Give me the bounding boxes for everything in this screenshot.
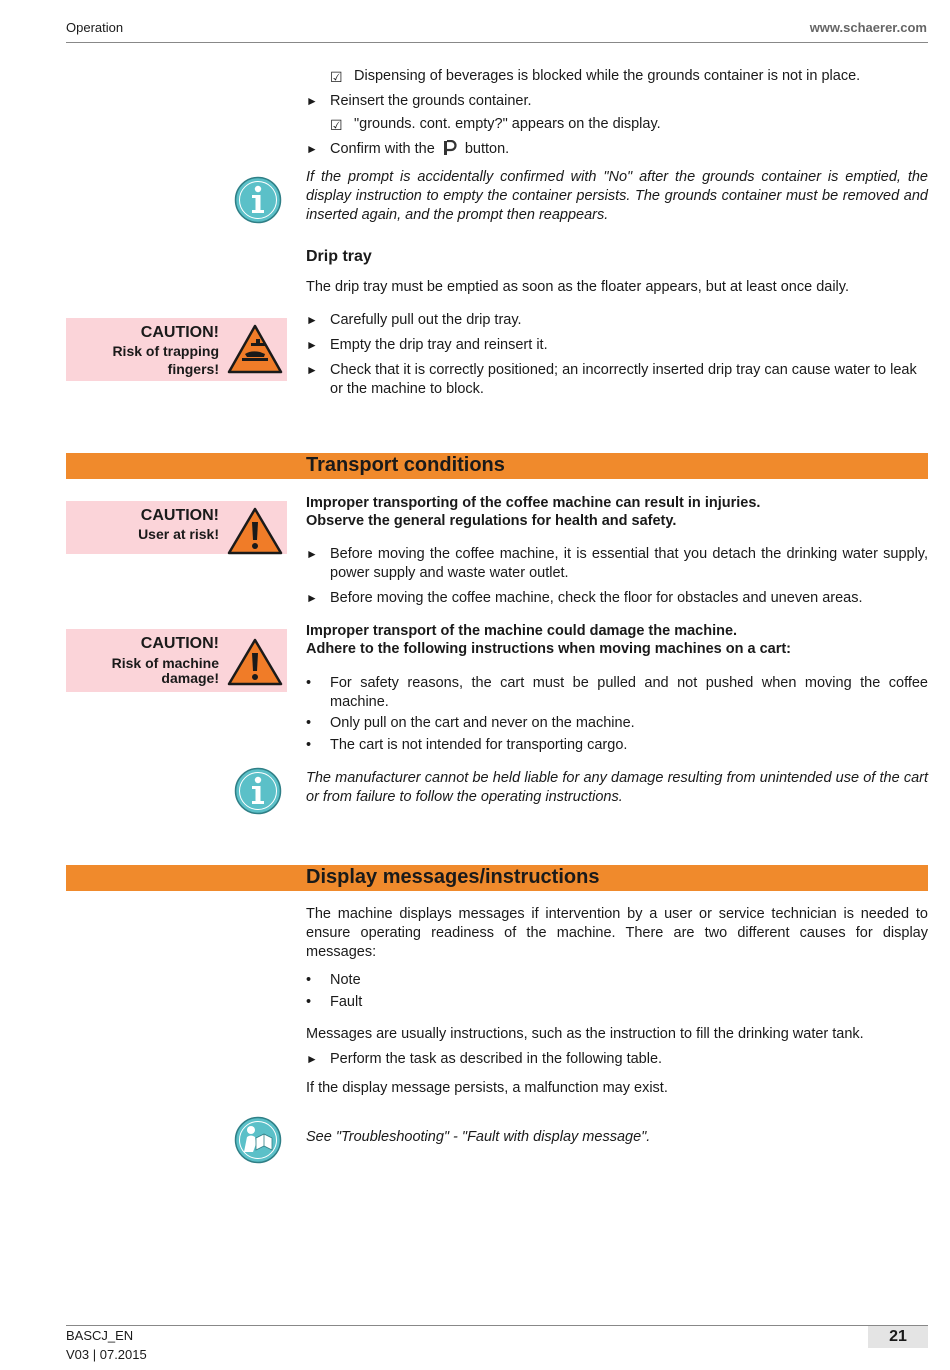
- arrow-marker-icon: ►: [306, 1052, 318, 1066]
- see-reference[interactable]: See "Troubleshooting" - "Fault with display message".: [306, 1129, 651, 1145]
- arrow-marker-icon: ►: [306, 591, 318, 605]
- drip-tray-intro: The drip tray must be emptied as soon as the floater appears, but at least once daily.: [306, 279, 849, 295]
- list-item: • The cart is not intended for transporting cargo.: [306, 737, 628, 753]
- header-section-title: Operation: [66, 20, 124, 35]
- info-note: The manufacturer cannot be held liable for any damage resulting from unintended use of the cart or from failure to follow the operating instructions.: [306, 770, 928, 805]
- bullet-marker: •: [306, 972, 312, 988]
- p-button-icon: [443, 140, 457, 156]
- step-item: ► Before moving the coffee machine, it is essential that you detach the drinking water supply, power supply and waste water outlet.: [306, 546, 928, 581]
- display-paragraph: If the display message persists, a malfunction may exist.: [306, 1080, 668, 1096]
- bullet-marker: •: [306, 994, 312, 1010]
- arrow-marker-icon: ►: [306, 338, 318, 352]
- info-note: If the prompt is accidentally confirmed with "No" after the grounds container is emptied, the display instruction to empty the container persists. The grounds container must be removed and inserted again, and the prompt then reappears.: [306, 169, 928, 223]
- list-item: • Only pull on the cart and never on the machine.: [306, 715, 635, 731]
- transport-warning-line2: Observe the general regulations for health and safety.: [306, 513, 677, 529]
- caution-title: CAUTION!: [140, 507, 219, 524]
- transport-warning-line1: Improper transporting of the coffee machine can result in injuries.: [306, 495, 761, 511]
- transport-damage-line1: Improper transport of the machine could damage the machine.: [306, 623, 738, 639]
- list-item: • Note: [306, 972, 361, 988]
- display-section-bar: [66, 865, 928, 891]
- bullet-marker: •: [306, 737, 312, 753]
- transport-heading: Transport conditions: [306, 454, 505, 476]
- caution-box-trapping: [66, 318, 287, 381]
- step-item: ► Perform the task as described in the following table.: [306, 1051, 663, 1067]
- caution-title: CAUTION!: [140, 635, 219, 652]
- footer-divider: [66, 1325, 928, 1326]
- step-item: ► Confirm with the button.: [306, 141, 510, 157]
- step-item: ► Before moving the coffee machine, check the floor for obstacles and uneven areas.: [306, 590, 863, 606]
- arrow-marker-icon: ►: [306, 363, 318, 377]
- warning-triangle-icon: [227, 637, 283, 687]
- hand-trapping-warning-icon: [227, 323, 283, 375]
- check-item: ☑ "grounds. cont. empty?" appears on the display.: [330, 116, 661, 133]
- caution-box-machine-damage: [66, 629, 287, 692]
- caution-text: Risk of machine damage!: [111, 655, 219, 686]
- display-intro: The machine displays messages if intervention by a user or service technician is needed to ensure operating readiness of the machine. There are two different causes for display messages:: [306, 906, 928, 960]
- bullet-marker: •: [306, 715, 312, 731]
- footer-version: V03 | 07.2015: [66, 1347, 147, 1362]
- list-item: • For safety reasons, the cart must be pulled and not pushed when moving the coffee machine.: [306, 675, 928, 710]
- footer-document-id: BASCJ_EN: [66, 1328, 134, 1343]
- caution-text: User at risk!: [138, 526, 219, 542]
- page-number: 21: [868, 1326, 928, 1348]
- arrow-marker-icon: ►: [306, 94, 318, 108]
- checkbox-icon: ☑: [330, 117, 343, 133]
- step-item: ► Empty the drip tray and reinsert it.: [306, 337, 548, 353]
- caution-text: Risk of trapping fingers!: [112, 343, 219, 377]
- list-item: • Fault: [306, 994, 363, 1010]
- step-item: ► Carefully pull out the drip tray.: [306, 312, 522, 328]
- arrow-marker-icon: ►: [306, 313, 318, 327]
- bullet-marker: •: [306, 675, 312, 691]
- info-icon: [234, 176, 282, 224]
- transport-section-bar: [66, 453, 928, 479]
- transport-damage-line2: Adhere to the following instructions when moving machines on a cart:: [306, 641, 791, 657]
- step-item: ► Reinsert the grounds container.: [306, 93, 532, 109]
- header-divider: [66, 42, 928, 43]
- arrow-marker-icon: ►: [306, 547, 318, 561]
- display-paragraph: Messages are usually instructions, such as the instruction to fill the drinking water tank.: [306, 1026, 864, 1042]
- header-url[interactable]: www.schaerer.com: [809, 20, 927, 35]
- display-heading: Display messages/instructions: [306, 866, 600, 888]
- checkbox-icon: ☑: [330, 69, 343, 85]
- info-icon: [234, 767, 282, 815]
- manual-reference-icon: [234, 1116, 282, 1164]
- drip-tray-heading: Drip tray: [306, 248, 372, 265]
- caution-title: CAUTION!: [140, 324, 219, 341]
- arrow-marker-icon: ►: [306, 142, 318, 156]
- warning-triangle-icon: [227, 506, 283, 556]
- step-item: ► Check that it is correctly positioned; an incorrectly inserted drip tray can cause water to leak or the machine to block.: [306, 362, 917, 397]
- check-item: ☑ Dispensing of beverages is blocked while the grounds container is not in place.: [330, 68, 861, 85]
- caution-box-user: [66, 501, 287, 554]
